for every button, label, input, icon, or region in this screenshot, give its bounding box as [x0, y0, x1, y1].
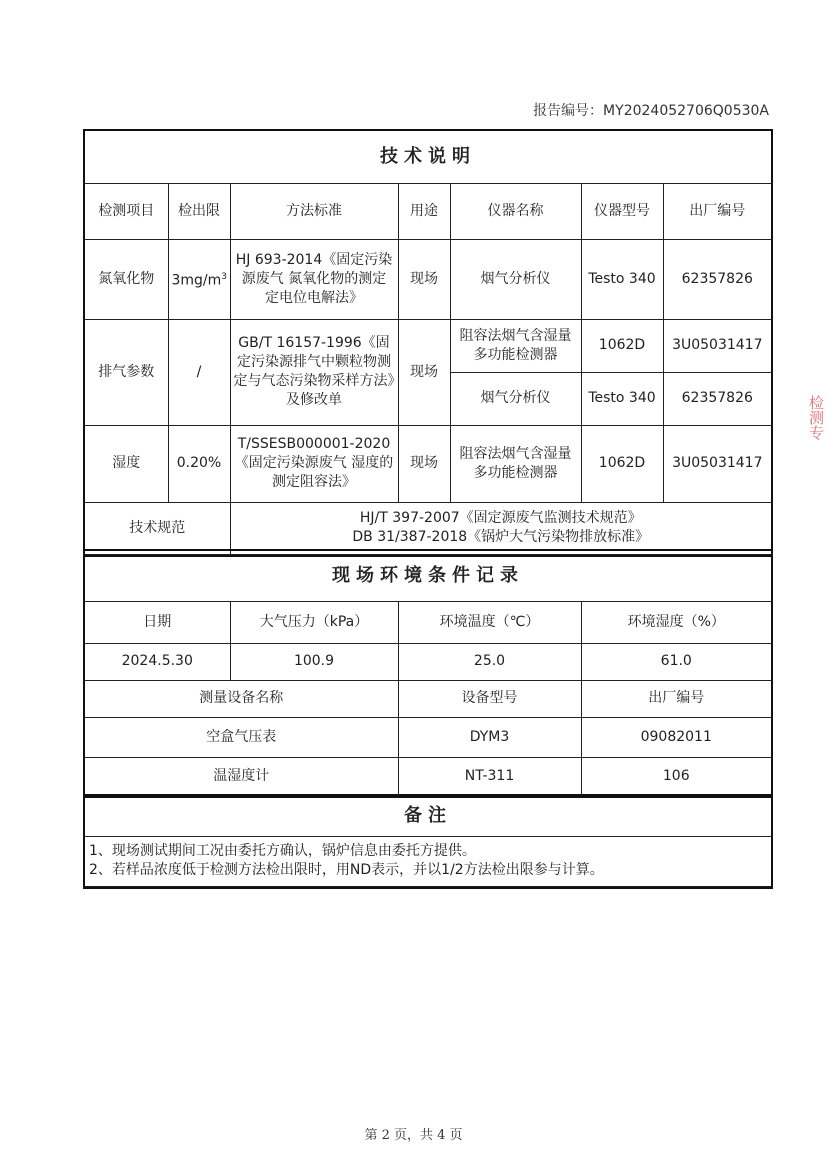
device-1-serial: 09082011 — [581, 717, 771, 757]
table-row — [85, 425, 771, 502]
row2-model-a: 1062D — [581, 319, 663, 372]
tech-title: 技术说明 — [85, 131, 771, 183]
spec-line-1: HJ/T 397-2007《固定源废气监测技术规范》 — [359, 510, 642, 526]
env-header-humidity: 环境湿度（%） — [581, 601, 771, 643]
device-2-model: NT-311 — [398, 757, 581, 795]
remarks-title: 备注 — [85, 796, 771, 836]
row1-item: 氮氧化物 — [85, 239, 168, 319]
report-number: 报告编号：MY2024052706Q0530A — [533, 103, 769, 119]
env-title: 现场环境条件记录 — [85, 551, 771, 601]
spec-line-2: DB 31/387-2018《锅炉大气污染物排放标准》 — [352, 529, 650, 545]
device-2-name: 温湿度计 — [85, 757, 398, 795]
env-table — [85, 551, 771, 796]
device-1-model: DYM3 — [398, 717, 581, 757]
table-row — [85, 319, 771, 372]
row1-instrument: 烟气分析仪 — [450, 239, 581, 319]
row1-serial: 62357826 — [663, 239, 771, 319]
table-row — [85, 239, 771, 319]
device-header-serial: 出厂编号 — [581, 680, 771, 717]
row1-limit-base: 3mg/m — [171, 272, 222, 289]
table-row — [85, 717, 771, 757]
row1-limit-sup: 3 — [221, 271, 228, 282]
remarks-section — [83, 794, 773, 889]
header-limit: 检出限 — [168, 183, 230, 239]
row1-model: Testo 340 — [581, 239, 663, 319]
remarks-table — [85, 796, 771, 887]
page-footer: 第 2 页，共 4 页 — [364, 1128, 463, 1143]
spec-standards — [230, 502, 771, 554]
row2-item: 排气参数 — [85, 319, 168, 425]
row3-serial: 3U05031417 — [663, 425, 771, 502]
table-row — [85, 643, 771, 680]
header-use: 用途 — [398, 183, 450, 239]
header-serial: 出厂编号 — [663, 183, 771, 239]
row2-limit: / — [168, 319, 230, 425]
tech-table — [85, 131, 771, 555]
remark-line-1: 1、现场测试期间工况由委托方确认，锅炉信息由委托方提供。 — [89, 843, 476, 859]
header-model: 仪器型号 — [581, 183, 663, 239]
remark-line-2: 2、若样品浓度低于检测方法检出限时，用ND表示，并以1/2方法检出限参与计算。 — [89, 862, 604, 878]
row2-method: GB/T 16157-1996《固定污染源排气中颗粒物测定与气态污染物采样方法》及修改单 — [230, 319, 398, 425]
row2-use: 现场 — [398, 319, 450, 425]
env-humidity: 61.0 — [581, 643, 771, 680]
spec-label: 技术规范 — [85, 502, 230, 554]
device-1-name: 空盒气压表 — [85, 717, 398, 757]
tech-section — [83, 129, 773, 557]
env-header-date: 日期 — [85, 601, 230, 643]
seal-stamp-fragment: 检测专 — [807, 395, 825, 440]
env-date: 2024.5.30 — [85, 643, 230, 680]
header-method: 方法标准 — [230, 183, 398, 239]
row3-method: T/SSESB000001-2020《固定污染源废气 湿度的测定阻容法》 — [230, 425, 398, 502]
row2-serial-b: 62357826 — [663, 372, 771, 425]
row2-instrument-b: 烟气分析仪 — [450, 372, 581, 425]
env-section — [83, 549, 773, 798]
env-header-temp: 环境温度（℃） — [398, 601, 581, 643]
row1-use: 现场 — [398, 239, 450, 319]
env-header-pressure: 大气压力（kPa） — [230, 601, 398, 643]
header-item: 检测项目 — [85, 183, 168, 239]
device-2-serial: 106 — [581, 757, 771, 795]
row1-method: HJ 693-2014《固定污染源废气 氮氧化物的测定 定电位电解法》 — [230, 239, 398, 319]
row3-instrument: 阻容法烟气含湿量多功能检测器 — [450, 425, 581, 502]
device-header-model: 设备型号 — [398, 680, 581, 717]
row3-use: 现场 — [398, 425, 450, 502]
row2-serial-a: 3U05031417 — [663, 319, 771, 372]
row2-instrument-a: 阻容法烟气含湿量多功能检测器 — [450, 319, 581, 372]
row3-model: 1062D — [581, 425, 663, 502]
header-instrument: 仪器名称 — [450, 183, 581, 239]
row1-limit — [168, 239, 230, 319]
row3-item: 湿度 — [85, 425, 168, 502]
row3-limit: 0.20% — [168, 425, 230, 502]
env-pressure: 100.9 — [230, 643, 398, 680]
env-temp: 25.0 — [398, 643, 581, 680]
remarks-content — [85, 836, 771, 886]
row2-model-b: Testo 340 — [581, 372, 663, 425]
device-header-name: 测量设备名称 — [85, 680, 398, 717]
table-row — [85, 757, 771, 795]
